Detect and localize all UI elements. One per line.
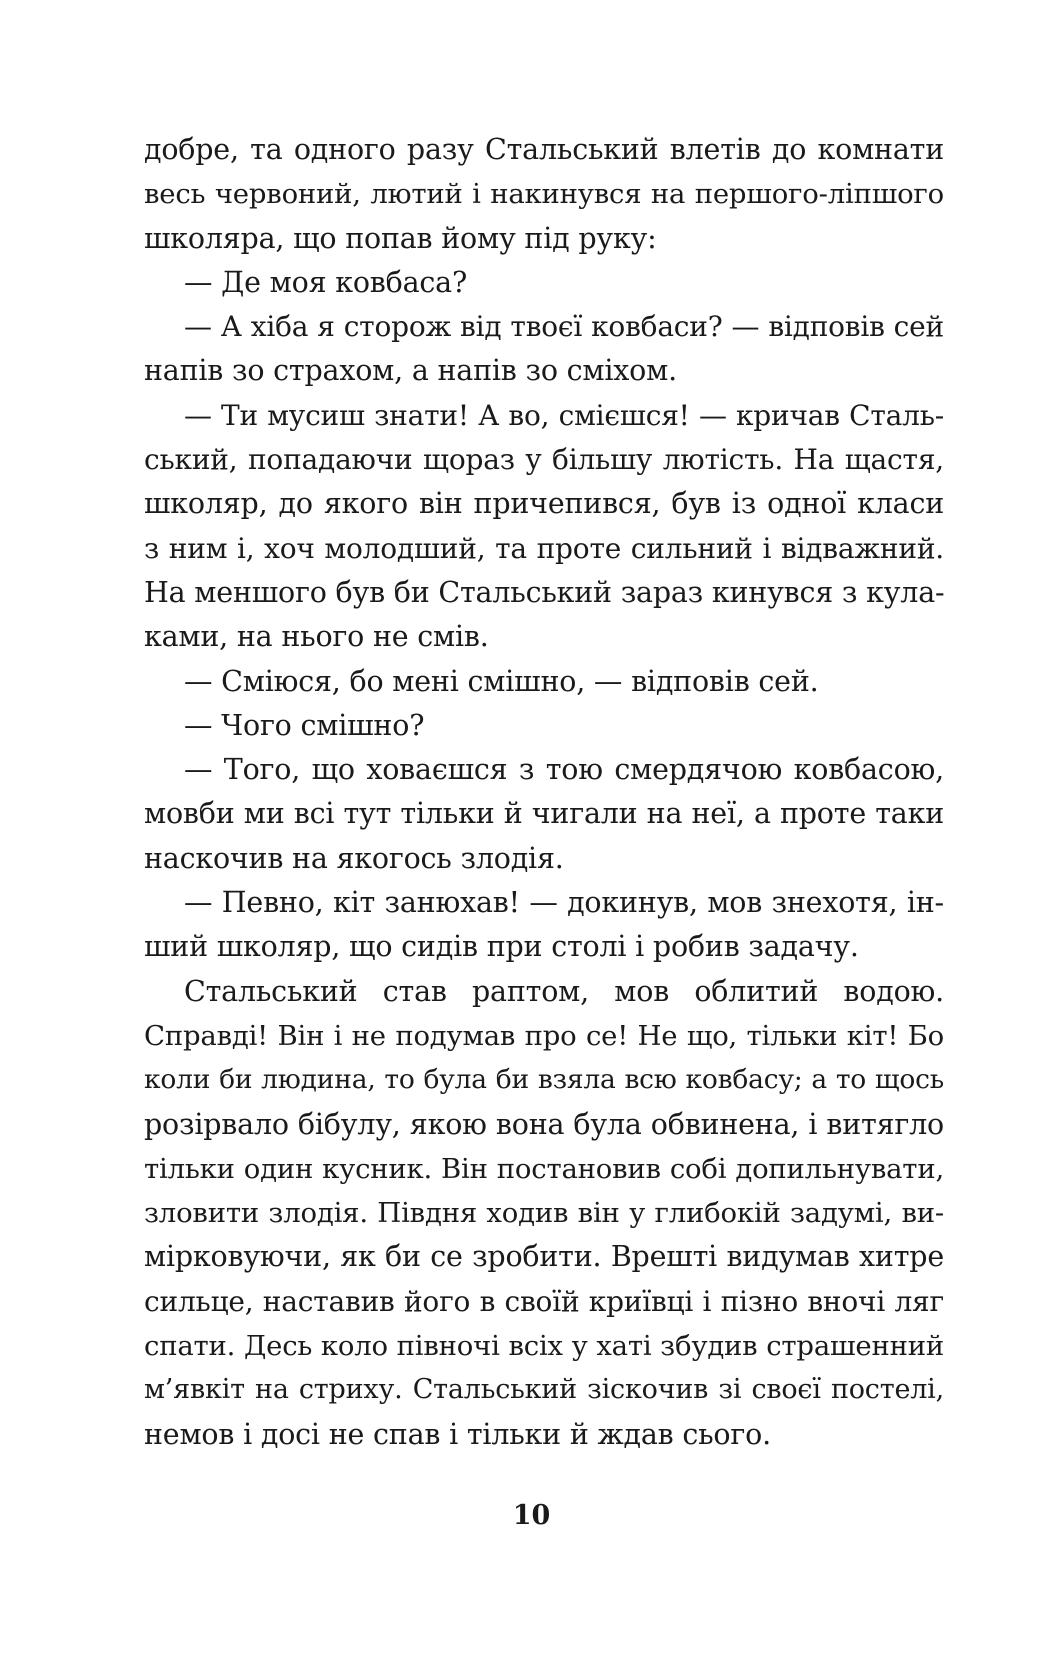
text-line: школяр, до якого він причепився, був із одної класи [144,487,944,521]
text-line: — Чого смішно? [184,708,425,742]
text-line: Справді! Він і не подумав про се! Не що, тільки кіт! Бо [144,1019,944,1052]
text-line: На меншого був би Стальський зараз кинувся з кула- [144,575,945,609]
text-line: ший школяр, що сидів при столі і робив задачу. [144,930,859,964]
text-line: — Сміюся, бо мені смішно, — відповів сей. [184,664,819,698]
text-line: мовби ми всі тут тільки й чигали на неї, а проте таки [144,797,944,831]
text-line: тільки один кусник. Він постановив собі допильнувати, [144,1152,944,1185]
text-line: — Того, що ховаєшся з тою смердячою ковбасою, [184,753,944,787]
text-line: коли би людина, то була би взяла всю ковбасу; а то щось [144,1064,944,1096]
text-line: — А хіба я сторож від твоєї ковбаси? — відповів сей [184,310,944,344]
text-line: немов і досі не спав і тільки й ждав сього. [144,1417,771,1451]
text-line: зловити злодія. Півдня ходив він у глибокій задумі, ви- [144,1197,944,1230]
text-line: — Певно, кіт занюхав! — докинув, мов знехотя, ін- [184,886,944,920]
text-line: напів зо страхом, а напів зо сміхом. [144,354,677,388]
text-line: ський, попадаючи щораз у більшу лютість. На щастя, [144,443,944,477]
text-line: — Де моя ковбаса? [184,265,468,299]
text-line: ками, на нього не смів. [144,620,489,654]
text-line: — Ти мусиш знати! А во, смієшся! — кричав Сталь- [184,398,944,432]
text-line: весь червоний, лютий і накинувся на першого-ліпшого [144,178,944,211]
text-line: Стальський став раптом, мов облитий водою. [184,974,944,1008]
page-number: 10 [512,1500,551,1531]
body-text [144,128,944,1457]
text-line: мірковуючи, як би се зробити. Врешті видумав хитре [144,1240,944,1274]
text-line: добре, та одного разу Стальський влетів до комнати [144,133,944,166]
text-line: з ним і, хоч молодший, та проте сильний і відважний. [144,531,944,565]
text-line: м’явкіт на стриху. Стальський зіскочив зі своєї постелі, [144,1374,944,1406]
text-line: школяра, що попав йому під руку: [144,221,657,255]
text-line: спати. Десь коло півночі всіх у хаті збудив страшенний [144,1330,944,1363]
text-line: розірвало бібулу, якою вона була обвинена, і витягло [144,1107,944,1141]
text-line: наскочив на якогось злодія. [144,841,564,875]
text-line: сильце, наставив його в своїй криївці і пізно вночі ляг [144,1284,944,1318]
